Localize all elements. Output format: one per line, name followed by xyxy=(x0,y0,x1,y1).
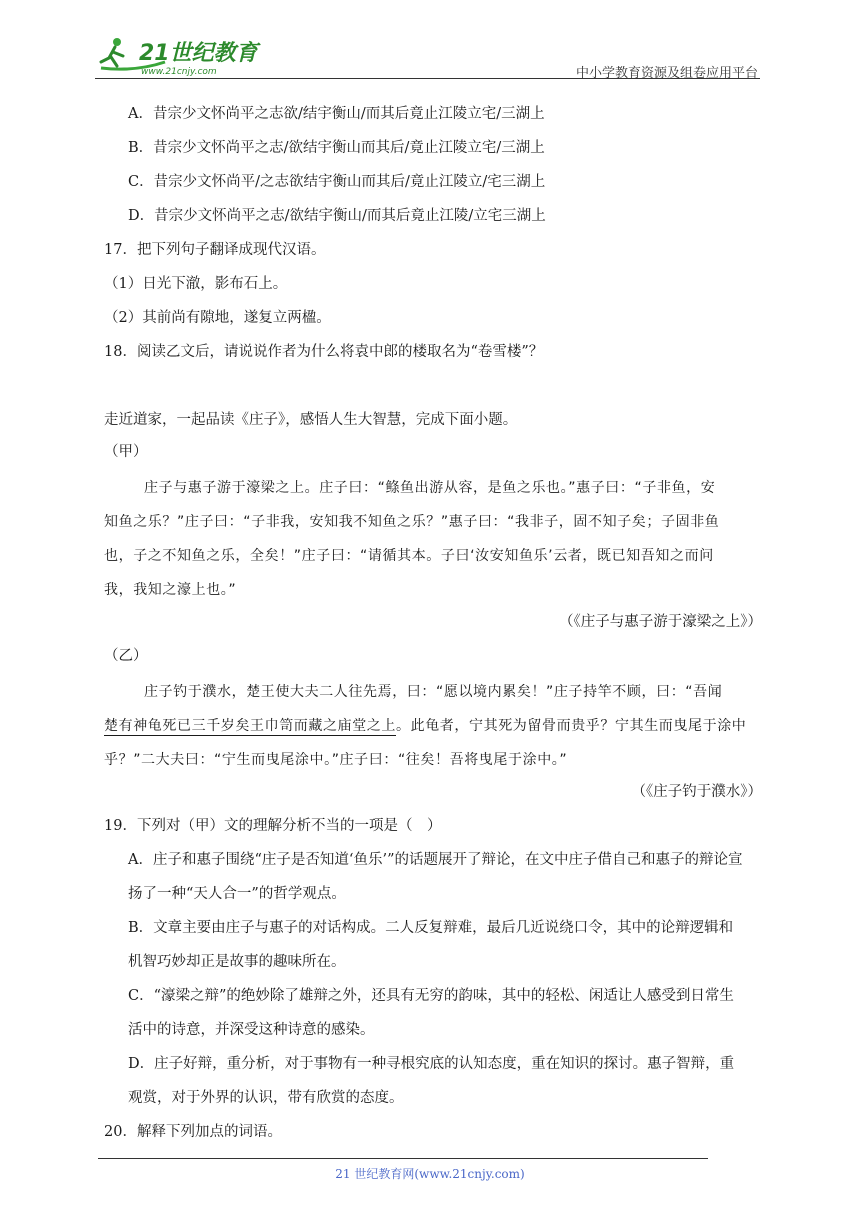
q19-option-c-cont: 活中的诗意，并深受这种诗意的感染。 xyxy=(128,1022,375,1038)
q19-option-b-cont: 机智巧妙却正是故事的趣味所在。 xyxy=(128,954,346,970)
footer-text: 21 世纪教育网(www.21cnjy.com) xyxy=(335,1167,525,1181)
q19-option-d-cont: 观赏，对于外界的认识，带有欣赏的态度。 xyxy=(128,1090,404,1106)
q19-option-b: B．文章主要由庄子与惠子的对话构成。二人反复辩难，最后几近说绕口令，其中的论辩逻辑和 xyxy=(128,920,734,936)
footer-divider xyxy=(98,1158,708,1159)
underlined-sentence: 楚有神龟死已三千岁矣王巾笥而藏之庙堂之上 xyxy=(104,718,396,734)
q19-option-c: C．“濠梁之辩”的绝妙除了雄辩之外，还具有无穷的韵味，其中的轻松、闲适让人感受到日常生 xyxy=(128,988,734,1004)
passage-yi-line: 乎？”二大夫曰：“宁生而曳尾涂中。”庄子曰：“往矣！吾将曳尾于涂中。” xyxy=(104,752,568,768)
q17-stem: 17．把下列句子翻译成现代汉语。 xyxy=(104,242,326,258)
q19-stem: 19．下列对（甲）文的理解分析不当的一项是（ ） xyxy=(104,818,442,834)
q16-option-d: D．昔宗少文怀尚平之志/欲结宇衡山/而其后竟止江陵/立宅三湖上 xyxy=(128,208,546,224)
page-header xyxy=(95,30,760,82)
q16-option-c: C．昔宗少文怀尚平/之志欲结宇衡山而其后/竟止江陵立/宅三湖上 xyxy=(128,174,546,190)
q20-stem: 20．解释下列加点的词语。 xyxy=(104,1124,282,1140)
logo-text: 21世纪教育 xyxy=(139,41,258,66)
logo-21cnjy xyxy=(95,32,265,78)
q17-item-1: （1）日光下澈，影布石上。 xyxy=(104,276,288,292)
q19-option-a: A．庄子和惠子围绕“庄子是否知道‘鱼乐’”的话题展开了辩论，在文中庄子借自己和惠子的辩论宣 xyxy=(128,852,743,868)
q18-stem: 18．阅读乙文后，请说说作者为什么将袁中郎的楼取名为“卷雪楼”？ xyxy=(104,344,544,360)
q19-option-d: D．庄子好辩，重分析，对于事物有一种寻根究底的认知态度，重在知识的探讨。惠子智辩，重 xyxy=(128,1056,735,1072)
passage-yi-line xyxy=(104,716,746,736)
passage-yi-label: （乙） xyxy=(104,648,148,664)
q16-option-a: A．昔宗少文怀尚平之志欲/结宇衡山/而其后竟止江陵立宅/三湖上 xyxy=(128,106,545,122)
passage-yi-line: 庄子钓于濮水，楚王使大夫二人往先焉，曰：“愿以境内累矣！”庄子持竿不顾，曰：“吾闻 xyxy=(144,684,723,700)
q19-option-a-cont: 扬了一种“天人合一”的哲学观点。 xyxy=(128,886,346,902)
logo-url: www.21cnjy.com xyxy=(141,67,217,77)
passage-jia-label: （甲） xyxy=(104,444,148,460)
passage-jia-line: 也，子之不知鱼之乐，全矣！”庄子曰：“请循其本。子曰‘汝安知鱼乐’云者，既已知吾知之而问 xyxy=(104,548,714,564)
section-intro: 走近道家，一起品读《庄子》，感悟人生大智慧，完成下面小题。 xyxy=(104,412,518,428)
q17-item-2: （2）其前尚有隙地，遂复立两楹。 xyxy=(104,310,331,326)
passage-jia-source: （《庄子与惠子游于濠梁之上》） xyxy=(559,614,762,630)
passage-jia-line: 知鱼之乐？”庄子曰：“子非我，安知我不知鱼之乐？”惠子曰：“我非子，固不知子矣；子固非鱼 xyxy=(104,514,720,530)
passage-jia-line: 庄子与惠子游于濠梁之上。庄子曰：“鲦鱼出游从容，是鱼之乐也。”惠子曰：“子非鱼，安 xyxy=(144,480,716,496)
passage-yi-source: （《庄子钓于濮水》） xyxy=(631,784,762,800)
passage-yi-line-rest: 。此龟者，宁其死为留骨而贵乎？宁其生而曳尾于涂中 xyxy=(396,718,747,734)
platform-name: 中小学教育资源及组卷应用平台 xyxy=(575,66,758,81)
header-divider xyxy=(95,78,760,79)
passage-jia-line: 我，我知之濠上也。” xyxy=(104,582,237,598)
q16-option-b: B．昔宗少文怀尚平之志/欲结宇衡山而其后/竟止江陵立宅/三湖上 xyxy=(128,140,545,156)
